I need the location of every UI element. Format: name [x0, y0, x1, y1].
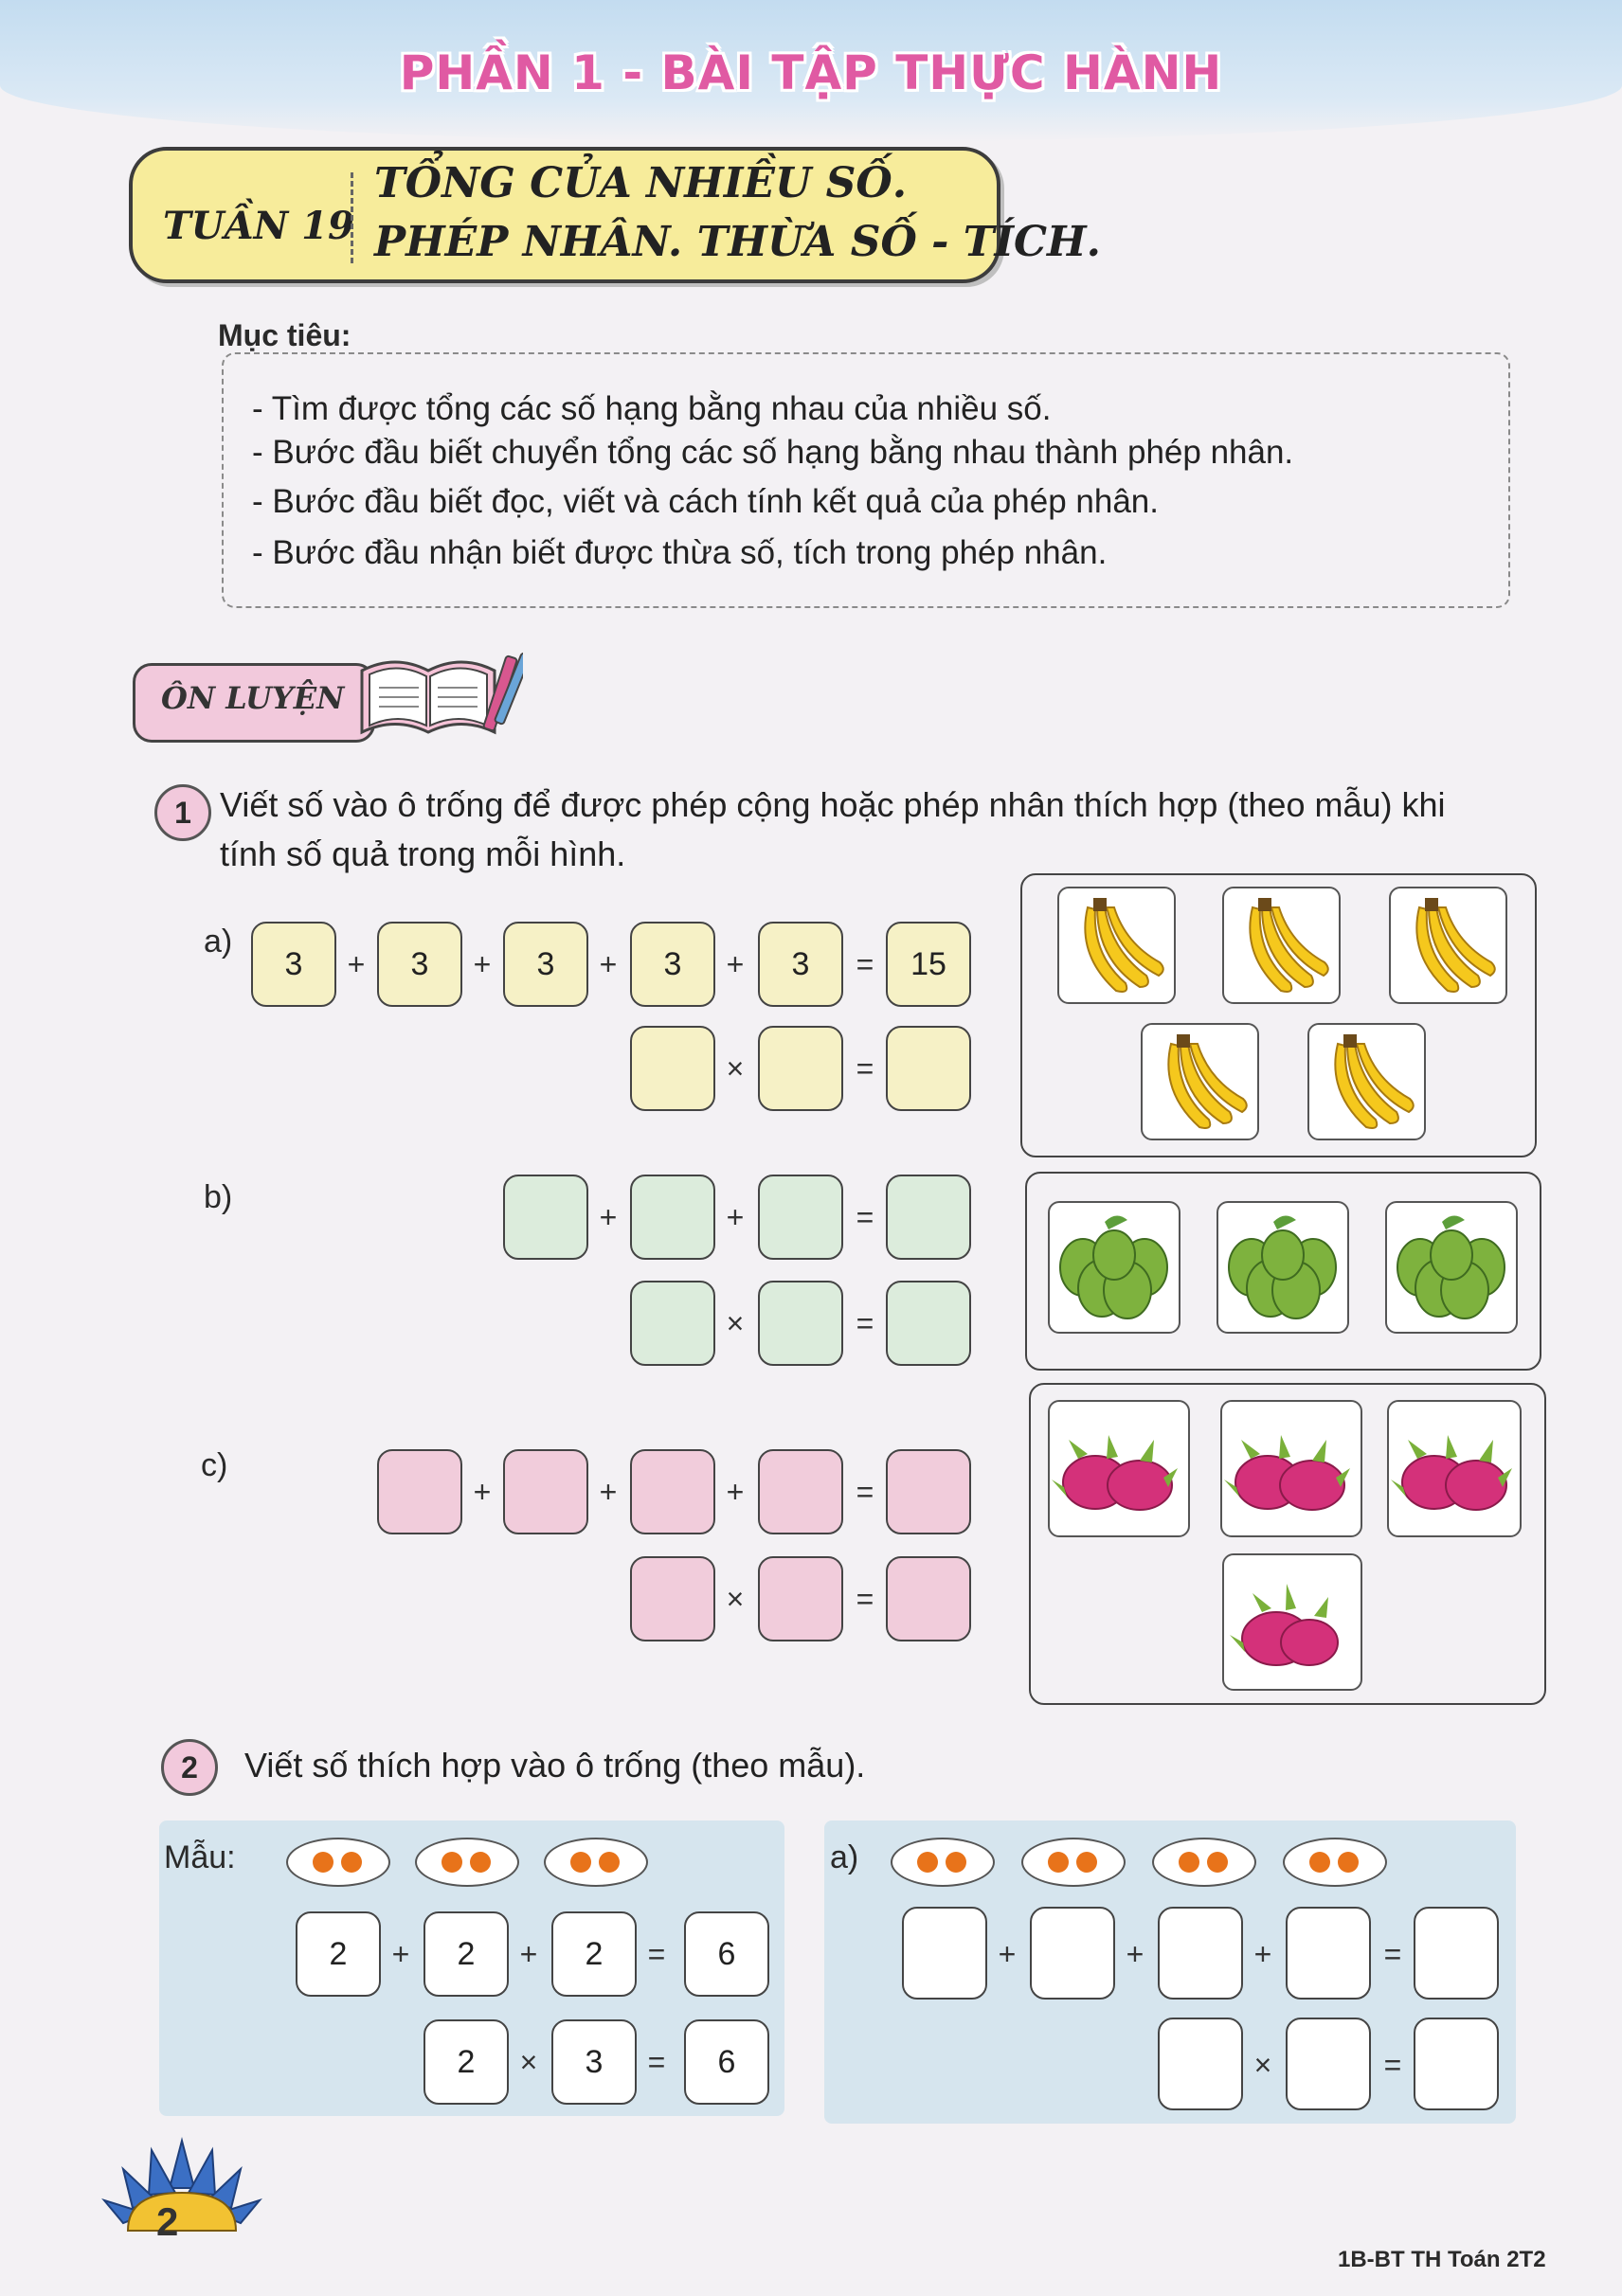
banana-icon	[1143, 1025, 1256, 1139]
equals-sign: =	[856, 1475, 874, 1509]
answer-box[interactable]	[886, 1281, 971, 1366]
times-sign: ×	[726, 1051, 745, 1085]
answer-box[interactable]	[1030, 1907, 1115, 2000]
plate-icon	[1152, 1838, 1256, 1887]
pear-box	[1216, 1201, 1349, 1334]
objective-item: - Bước đầu biết đọc, viết và cách tính kết quả của phép nhân.	[252, 483, 1159, 520]
banana-icon	[1391, 888, 1505, 1002]
answer-box[interactable]	[630, 1281, 715, 1366]
week-divider	[351, 172, 353, 263]
answer-box: 2	[424, 1911, 509, 1997]
dragon-fruit-icon	[1224, 1555, 1361, 1688]
answer-box[interactable]	[630, 1175, 715, 1260]
pear-box	[1385, 1201, 1518, 1334]
dragon-fruit-box	[1220, 1400, 1362, 1537]
answer-box: 3	[251, 922, 336, 1007]
answer-box[interactable]	[503, 1449, 588, 1534]
answer-box[interactable]	[1286, 1907, 1371, 2000]
answer-box[interactable]	[758, 1175, 843, 1260]
times-sign: ×	[726, 1582, 745, 1616]
answer-box: 6	[684, 1911, 769, 1997]
times-sign: ×	[1253, 2048, 1272, 2082]
page-number: 2	[156, 2199, 179, 2244]
part-b-label: b)	[204, 1179, 233, 1215]
banana-icon	[1224, 888, 1338, 1002]
pear-box	[1048, 1201, 1180, 1334]
exercise-1-text-line1: Viết số vào ô trống để được phép cộng hoặc phép nhân thích hợp (theo mẫu) khi	[220, 785, 1446, 824]
answer-box[interactable]	[1414, 1907, 1499, 2000]
plus-sign: +	[347, 947, 366, 981]
plate-icon	[544, 1838, 648, 1887]
plus-sign: +	[391, 1937, 410, 1971]
answer-box: 15	[886, 922, 971, 1007]
answer-box[interactable]	[1158, 2018, 1243, 2110]
banana-box	[1057, 887, 1176, 1004]
pear-icon	[1218, 1203, 1347, 1332]
answer-box[interactable]	[630, 1556, 715, 1641]
answer-box[interactable]	[503, 1175, 588, 1260]
week-label: TUẦN 19	[163, 204, 354, 248]
answer-box[interactable]	[886, 1026, 971, 1111]
equals-sign: =	[856, 1051, 874, 1085]
lotus-page-badge-icon	[99, 2136, 265, 2240]
plus-sign: +	[599, 1200, 618, 1234]
equals-sign: =	[856, 947, 874, 981]
answer-box[interactable]	[886, 1449, 971, 1534]
dragon-fruit-icon	[1389, 1402, 1520, 1534]
plus-sign: +	[998, 1937, 1017, 1971]
pear-icon	[1050, 1203, 1179, 1332]
dragon-fruit-icon	[1222, 1402, 1361, 1534]
times-sign: ×	[519, 2045, 538, 2079]
plate-icon	[415, 1838, 519, 1887]
plate-icon	[891, 1838, 995, 1887]
book-icon	[352, 642, 523, 746]
week-title-line1: TỔNG CỦA NHIỀU SỐ.	[374, 159, 908, 207]
answer-box[interactable]	[886, 1556, 971, 1641]
banana-box	[1389, 887, 1507, 1004]
answer-box[interactable]	[758, 1449, 843, 1534]
answer-box: 3	[503, 922, 588, 1007]
objectives-heading: Mục tiêu:	[218, 318, 351, 352]
week-title-line2: PHÉP NHÂN. THỪA SỐ - TÍCH.	[374, 218, 1101, 266]
answer-box[interactable]	[1286, 2018, 1371, 2110]
equals-sign: =	[856, 1200, 874, 1234]
plus-sign: +	[599, 947, 618, 981]
plus-sign: +	[599, 1475, 618, 1509]
answer-box[interactable]	[630, 1449, 715, 1534]
plus-sign: +	[1126, 1937, 1144, 1971]
plus-sign: +	[1253, 1937, 1272, 1971]
answer-box: 3	[377, 922, 462, 1007]
exercise-number-2: 2	[161, 1739, 218, 1796]
objective-item: - Bước đầu nhận biết được thừa số, tích trong phép nhân.	[252, 534, 1108, 571]
answer-box: 2	[424, 2019, 509, 2105]
pear-icon	[1387, 1203, 1516, 1332]
sample-label: Mẫu:	[164, 1839, 236, 1875]
objective-item: - Bước đầu biết chuyển tổng các số hạng bằng nhau thành phép nhân.	[252, 434, 1294, 471]
answer-box[interactable]	[1158, 1907, 1243, 2000]
part-a-label: a)	[830, 1839, 859, 1875]
plus-sign: +	[726, 1200, 745, 1234]
answer-box: 3	[551, 2019, 637, 2105]
answer-box: 3	[630, 922, 715, 1007]
answer-box[interactable]	[758, 1556, 843, 1641]
part-c-label: c)	[201, 1447, 228, 1483]
part-a-label: a)	[204, 924, 233, 960]
answer-box[interactable]	[758, 1026, 843, 1111]
exercise-1-text-line2: tính số quả trong mỗi hình.	[220, 834, 626, 873]
equals-sign: =	[1383, 1937, 1402, 1971]
banana-box	[1222, 887, 1341, 1004]
dragon-fruit-box	[1387, 1400, 1522, 1537]
equals-sign: =	[647, 2045, 666, 2079]
banana-icon	[1059, 888, 1173, 1002]
answer-box: 6	[684, 2019, 769, 2105]
answer-box[interactable]	[886, 1175, 971, 1260]
equals-sign: =	[1383, 2048, 1402, 2082]
banana-icon	[1309, 1025, 1423, 1139]
plus-sign: +	[473, 1475, 492, 1509]
banana-box	[1141, 1023, 1259, 1140]
plus-sign: +	[726, 1475, 745, 1509]
book-code: 1B-BT TH Toán 2T2	[1338, 2247, 1546, 2272]
answer-box[interactable]	[377, 1449, 462, 1534]
times-sign: ×	[726, 1306, 745, 1340]
equals-sign: =	[856, 1582, 874, 1616]
objective-item: - Tìm được tổng các số hạng bằng nhau của nhiều số.	[252, 390, 1052, 427]
dragon-fruit-box	[1048, 1400, 1190, 1537]
answer-box[interactable]	[758, 1281, 843, 1366]
plate-icon	[286, 1838, 390, 1887]
plus-sign: +	[473, 947, 492, 981]
answer-box: 2	[551, 1911, 637, 1997]
answer-box: 3	[758, 922, 843, 1007]
answer-box[interactable]	[630, 1026, 715, 1111]
exercise-number-1: 1	[154, 784, 211, 841]
equals-sign: =	[647, 1937, 666, 1971]
plus-sign: +	[519, 1937, 538, 1971]
answer-box: 2	[296, 1911, 381, 1997]
equals-sign: =	[856, 1306, 874, 1340]
part-title: PHẦN 1 - BÀI TẬP THỰC HÀNH	[399, 45, 1223, 100]
plus-sign: +	[726, 947, 745, 981]
plate-icon	[1283, 1838, 1387, 1887]
dragon-fruit-box	[1222, 1553, 1362, 1691]
exercise-2-text: Viết số thích hợp vào ô trống (theo mẫu).	[244, 1746, 866, 1785]
dragon-fruit-icon	[1050, 1402, 1188, 1534]
plate-icon	[1021, 1838, 1126, 1887]
answer-box[interactable]	[902, 1907, 987, 2000]
review-label: ÔN LUYỆN	[161, 680, 345, 716]
banana-box	[1307, 1023, 1426, 1140]
answer-box[interactable]	[1414, 2018, 1499, 2110]
